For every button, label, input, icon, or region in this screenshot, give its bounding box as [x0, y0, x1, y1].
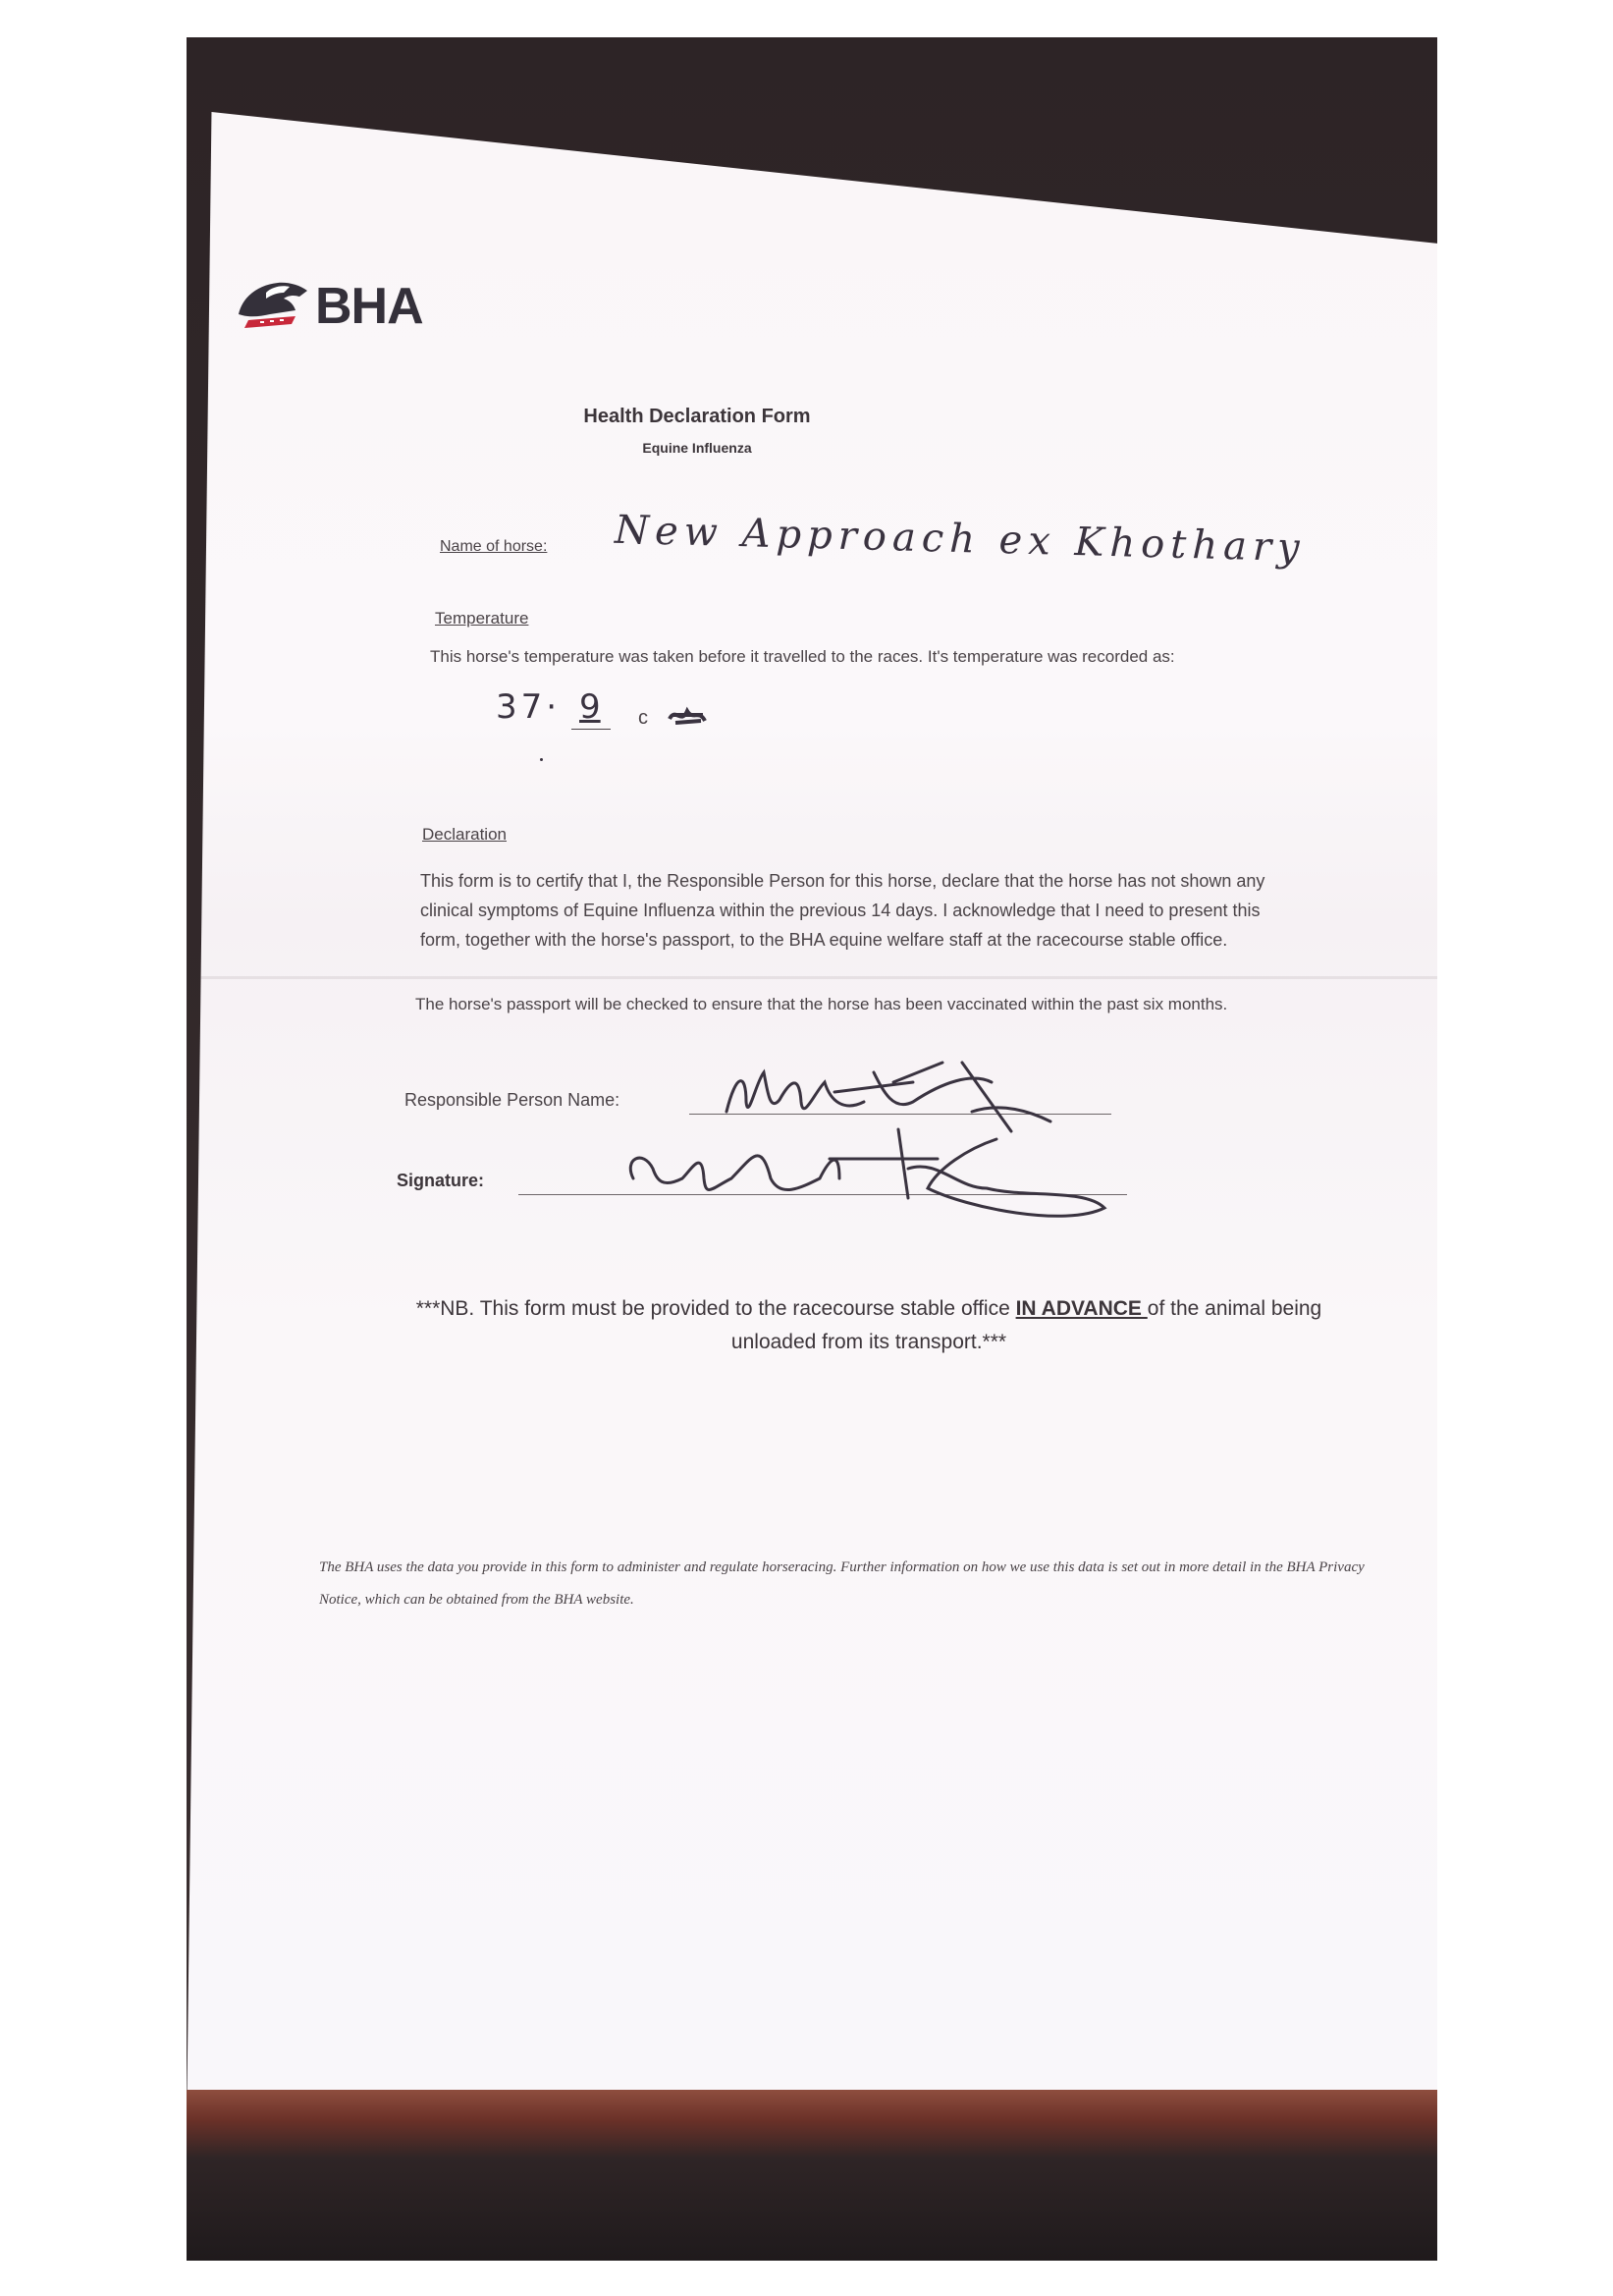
temperature-underline [571, 729, 611, 730]
temperature-value-whole: 37· [496, 687, 562, 727]
notice-emphasis: IN ADVANCE [1015, 1297, 1148, 1320]
logo-text: BHA [315, 278, 423, 335]
paper-fold-line [187, 976, 1437, 979]
horse-name-value: New Approach ex Khothary [614, 507, 1307, 572]
notice-suffix: of the animal being unloaded from its transport.*** [730, 1297, 1322, 1353]
horse-head-logo-icon [231, 271, 319, 340]
privacy-footer: The BHA uses the data you provide in this form to administer and regulate horseracing. Further information on how we use this data is set out in more detail in the BHA Privacy Notice, which can be obtained from the BHA website. [319, 1559, 1365, 1608]
form-subtitle: Equine Influenza [642, 440, 752, 456]
signature-label: Signature: [397, 1171, 485, 1190]
bha-logo [231, 271, 486, 340]
notice-prefix: ***NB. This form must be provided to the racecourse stable office [415, 1297, 1016, 1320]
temperature-unit: c [638, 707, 648, 729]
temperature-heading: Temperature [435, 609, 529, 628]
form-title: Health Declaration Form [583, 406, 811, 427]
scribble-mark-icon [666, 701, 715, 731]
responsible-person-label: Responsible Person Name: [404, 1090, 620, 1110]
stray-dot [540, 758, 543, 761]
declaration-text: This form is to certify that I, the Responsible Person for this horse, declare that the horse has not shown any clinical symptoms of Equine Influenza within the previous 14 days. I acknowledge that I need to present this form, together with the horse's passport, to the BHA equine welfare staff at the racecourse stable office. [420, 871, 1265, 950]
passport-note: The horse's passport will be checked to ensure that the horse has been vaccinated within the past six months. [415, 995, 1228, 1013]
advance-notice [403, 1292, 1335, 1359]
signature-handwriting [614, 1120, 1124, 1228]
temperature-value-decimal: 9 [579, 687, 601, 727]
horse-name-label: Name of horse: [440, 538, 548, 555]
declaration-heading: Declaration [422, 825, 507, 844]
temperature-text: This horse's temperature was taken before it travelled to the races. It's temperature was recorded as: [430, 647, 1175, 666]
desk-edge [187, 2090, 1437, 2261]
